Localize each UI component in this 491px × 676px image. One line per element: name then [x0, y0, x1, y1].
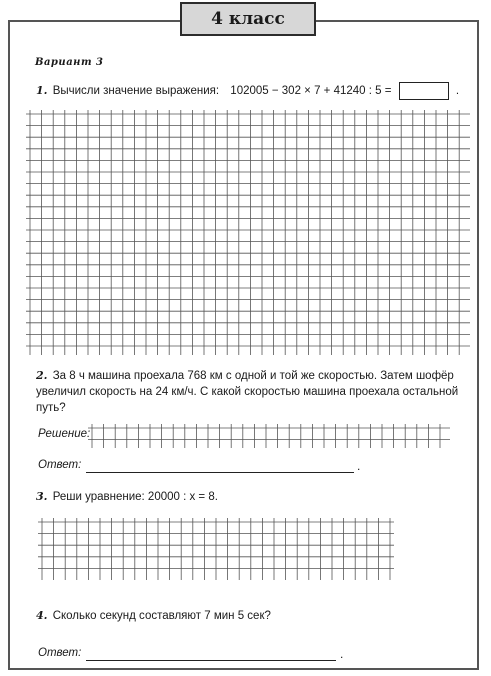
- task-2-end: .: [357, 459, 361, 473]
- task-1-expression: 102005 − 302 × 7 + 41240 : 5 =: [230, 85, 392, 98]
- task-1-answer-box[interactable]: [399, 82, 449, 100]
- task-1-text: Вычисли значение выражения:: [52, 85, 220, 98]
- task-3-grid[interactable]: [38, 518, 394, 580]
- task-1-end: .: [455, 85, 460, 98]
- task-2-text: За 8 ч машина проехала 768 км с одной и той же скоростью. Затем шофёр увеличил скорость на 24 км/ч. С какой скоростью машина проехала остальной путь?: [36, 370, 459, 414]
- task-3-number: 3.: [36, 490, 48, 503]
- task-3-text: Реши уравнение: 20000 : x = 8.: [52, 491, 218, 503]
- task-1-number: 1.: [36, 84, 48, 98]
- task-4: [36, 608, 271, 624]
- task-2: [36, 368, 472, 416]
- task-4-text: Сколько секунд составляют 7 мин 5 сек?: [52, 610, 271, 622]
- variant-label: Вариант 3: [35, 57, 104, 68]
- task-4-answer-line[interactable]: [86, 660, 336, 661]
- task-3: [36, 489, 218, 505]
- task-2-solution-label: Решение:: [38, 428, 91, 440]
- task-4-answer-label: Ответ:: [38, 647, 82, 659]
- task-2-answer-label: Ответ:: [38, 459, 82, 471]
- task-4-number: 4.: [36, 609, 48, 622]
- task-2-number: 2.: [36, 369, 48, 382]
- task-1: [36, 82, 459, 100]
- task-2-answer-line[interactable]: [86, 472, 354, 473]
- task-2-solution-grid[interactable]: [88, 424, 450, 448]
- task-1-grid[interactable]: [26, 110, 470, 355]
- grade-title: 4 класс: [180, 2, 316, 36]
- task-4-end: .: [340, 647, 344, 661]
